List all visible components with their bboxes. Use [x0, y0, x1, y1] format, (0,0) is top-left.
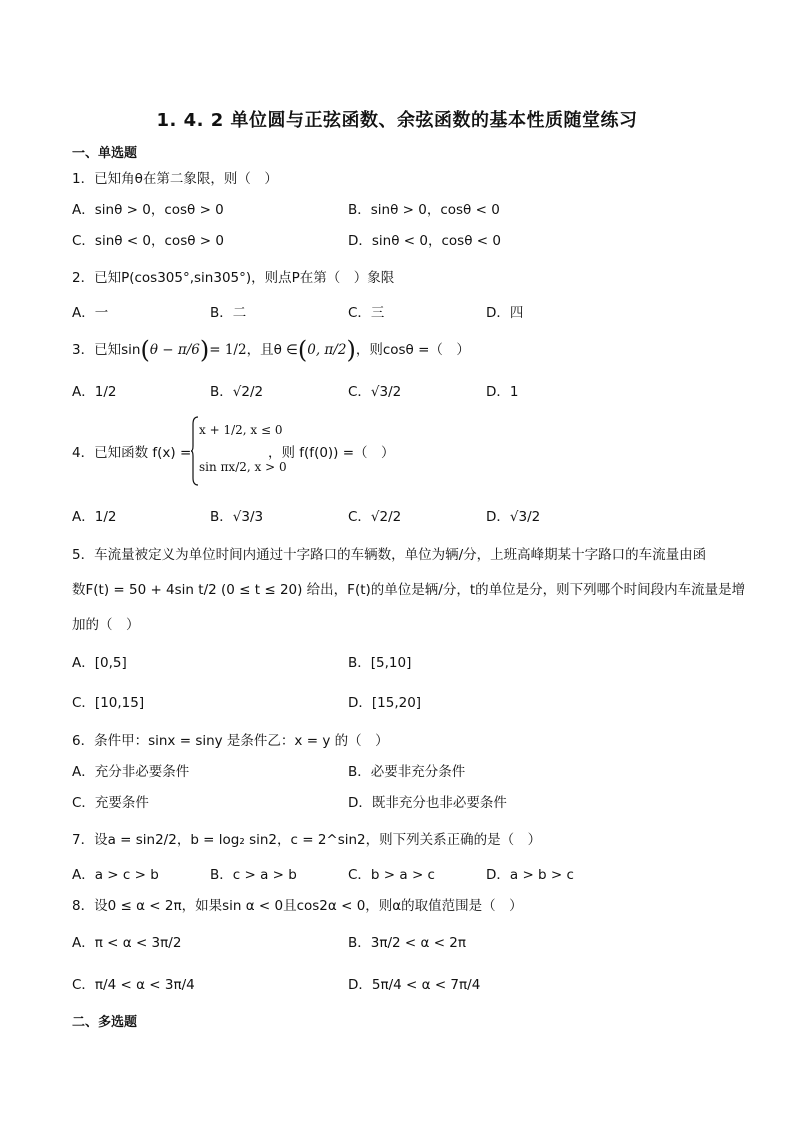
- question-4-stem-prefix: 4．已知函数 f(x) =: [72, 445, 192, 461]
- question-4-option-c[interactable]: C．√2/2: [348, 509, 402, 525]
- section-single-choice: 一、单选题: [72, 146, 138, 161]
- question-3-option-b[interactable]: B．√2/2: [210, 384, 264, 400]
- question-5-line-3: 加的（ ）: [72, 617, 140, 633]
- question-2-option-a[interactable]: A．一: [72, 305, 109, 321]
- question-3-option-a[interactable]: A．1/2: [72, 384, 117, 400]
- question-1-stem: 1．已知角θ在第二象限，则（ ）: [72, 171, 278, 187]
- question-4-case-2: sin πx/2, x > 0: [199, 460, 287, 474]
- question-1-option-a[interactable]: A．sinθ > 0，cosθ > 0: [72, 202, 224, 218]
- page-title: 1. 4. 2 单位圆与正弦函数、余弦函数的基本性质随堂练习: [156, 110, 638, 131]
- section-multi-choice: 二、多选题: [72, 1015, 138, 1030]
- question-7-option-d[interactable]: D．a > b > c: [486, 867, 574, 883]
- question-2-option-d[interactable]: D．四: [486, 305, 524, 321]
- question-3-equals: = 1/2: [209, 342, 247, 358]
- question-4-tail: ，则 f(f(0)) =（ ）: [268, 445, 395, 461]
- question-1-option-b[interactable]: B．sinθ > 0，cosθ < 0: [348, 202, 500, 218]
- question-4-option-b[interactable]: B．√3/3: [210, 509, 264, 525]
- question-6-option-a[interactable]: A．充分非必要条件: [72, 764, 190, 780]
- question-3-tail: ，则cosθ =（ ）: [355, 342, 470, 358]
- question-2-stem: 2．已知P(cos305°,sin305°)，则点P在第（ ）象限: [72, 270, 395, 286]
- question-8-option-d[interactable]: D．5π/4 < α < 7π/4: [348, 977, 481, 993]
- paren-right: ): [199, 336, 210, 364]
- question-3-interval: 0, π/2: [307, 342, 347, 358]
- question-6-stem: 6．条件甲：sinx = siny 是条件乙：x = y 的（ ）: [72, 733, 389, 749]
- paren-left-interval: (: [297, 336, 308, 364]
- question-3-option-d[interactable]: D．1: [486, 384, 519, 400]
- question-5-option-d[interactable]: D．[15,20]: [348, 695, 422, 711]
- question-4-case-1: x + 1/2, x ≤ 0: [199, 423, 283, 437]
- question-2-option-b[interactable]: B．二: [210, 305, 247, 321]
- question-5-option-b[interactable]: B．[5,10]: [348, 655, 412, 671]
- question-5-line-2: 数F(t) = 50 + 4sin t/2 (0 ≤ t ≤ 20) 给出，F(t)的单位是辆/分，t的单位是分，则下列哪个时间段内车流量是增: [72, 582, 746, 598]
- question-2-option-c[interactable]: C．三: [348, 305, 385, 321]
- question-3-argument: θ − π/6: [149, 342, 200, 358]
- paren-left: (: [140, 336, 150, 364]
- question-4-option-a[interactable]: A．1/2: [72, 509, 117, 525]
- question-1-option-c[interactable]: C．sinθ < 0，cosθ > 0: [72, 233, 224, 249]
- question-7-option-b[interactable]: B．c > a > b: [210, 867, 297, 883]
- question-3-option-c[interactable]: C．√3/2: [348, 384, 402, 400]
- question-4-option-d[interactable]: D．√3/2: [486, 509, 541, 525]
- question-8-option-b[interactable]: B．3π/2 < α < 2π: [348, 935, 467, 951]
- question-7-stem: 7．设a = sin2/2，b = log₂ sin2，c = 2^sin2，则下列关系正确的是（ ）: [72, 832, 542, 848]
- question-5-option-c[interactable]: C．[10,15]: [72, 695, 145, 711]
- question-3-stem: [72, 336, 470, 364]
- question-6-option-c[interactable]: C．充要条件: [72, 795, 149, 811]
- question-5-line-1: 5．车流量被定义为单位时间内通过十字路口的车辆数，单位为辆/分，上班高峰期某十字路口的车流量由函: [72, 547, 707, 563]
- question-5-option-a[interactable]: A．[0,5]: [72, 655, 127, 671]
- question-8-option-a[interactable]: A．π < α < 3π/2: [72, 935, 182, 951]
- question-7-option-a[interactable]: A．a > c > b: [72, 867, 159, 883]
- question-1-option-d[interactable]: D．sinθ < 0，cosθ < 0: [348, 233, 501, 249]
- question-6-option-d[interactable]: D．既非充分也非必要条件: [348, 795, 507, 811]
- question-3-mid: ，且θ ∈: [246, 342, 298, 358]
- paren-right-interval: ): [346, 336, 356, 364]
- question-6-option-b[interactable]: B．必要非充分条件: [348, 764, 466, 780]
- question-3-stem-prefix: 3．已知sin: [72, 342, 141, 358]
- question-7-option-c[interactable]: C．b > a > c: [348, 867, 435, 883]
- question-8-stem: 8．设0 ≤ α < 2π，如果sin α < 0且cos2α < 0，则α的取值范围是（ ）: [72, 898, 523, 914]
- question-8-option-c[interactable]: C．π/4 < α < 3π/4: [72, 977, 195, 993]
